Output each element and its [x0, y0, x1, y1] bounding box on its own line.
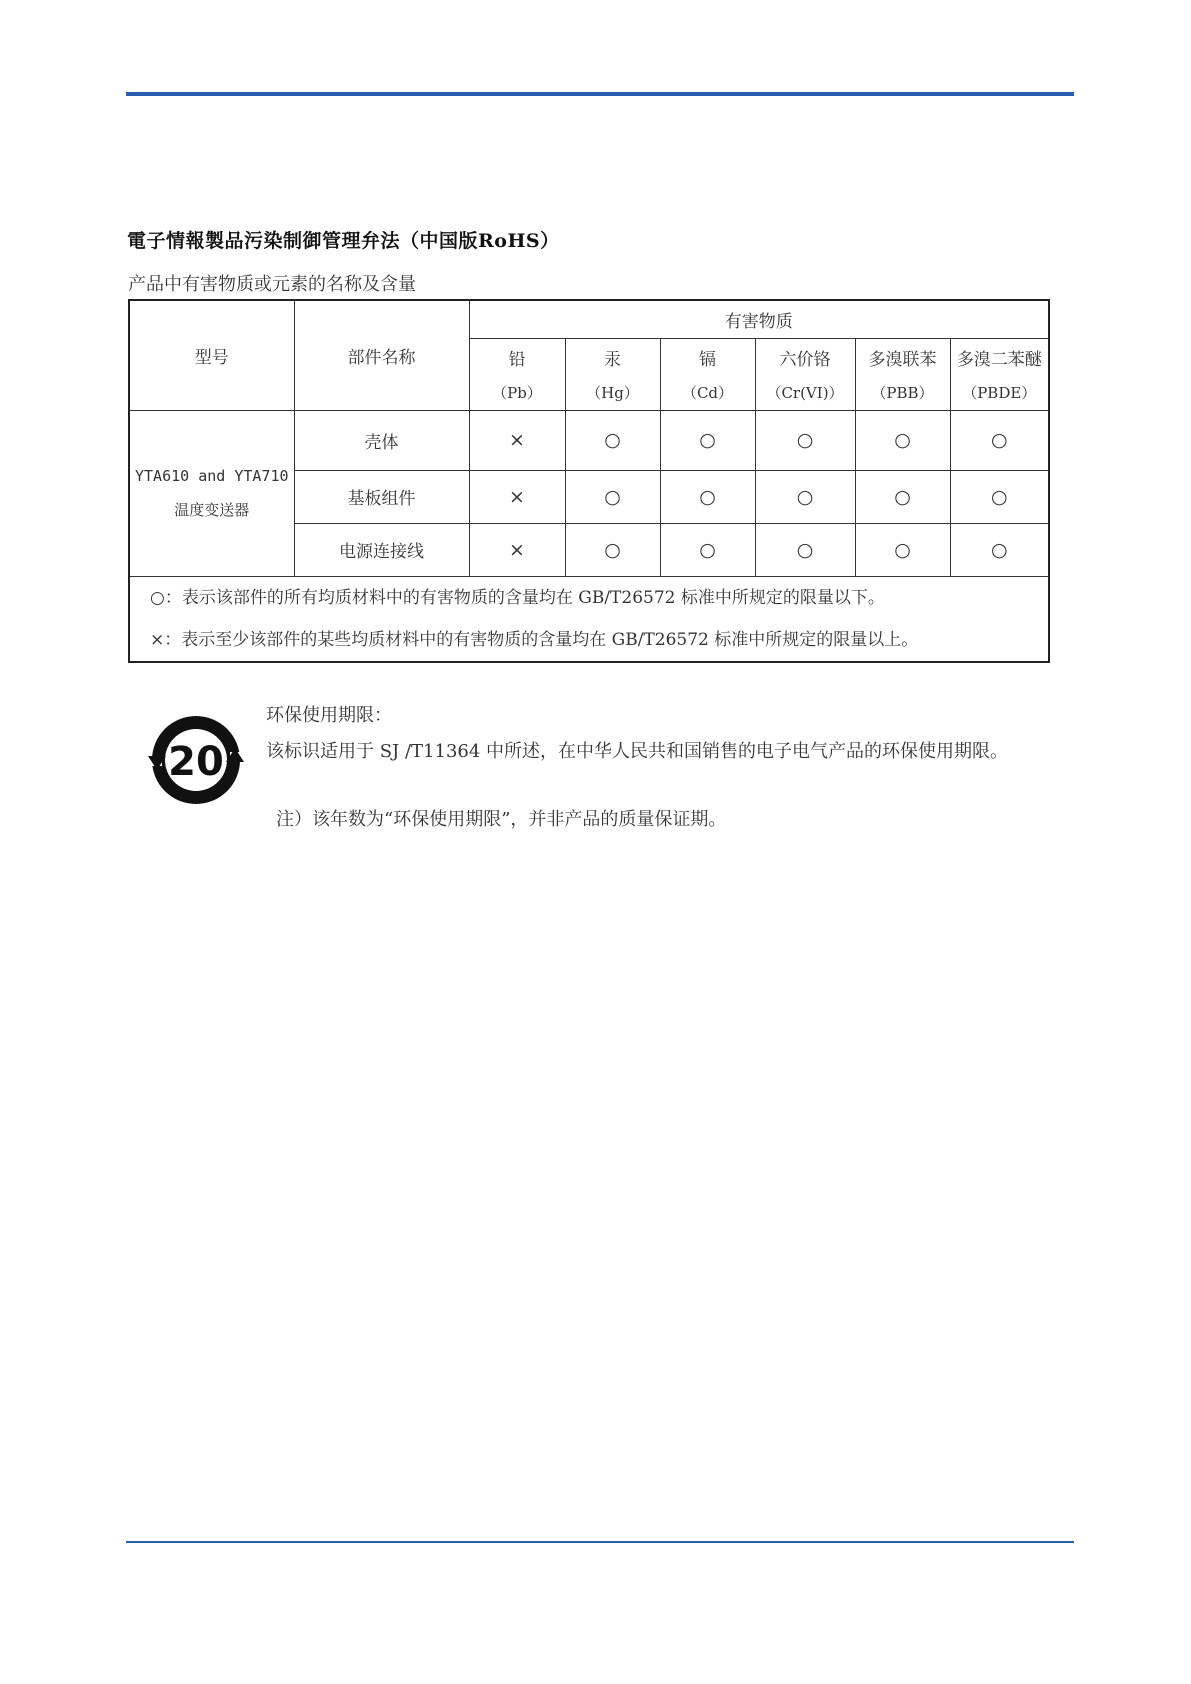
model-cell	[129, 410, 294, 576]
element-symbol: （Cr(VI)）	[766, 384, 844, 402]
mark-pbde: ○	[950, 470, 1049, 523]
part-name: 电源连接线	[294, 523, 469, 576]
mark-pbb: ○	[855, 470, 950, 523]
epup-20-logo-icon	[144, 712, 248, 808]
epup-section	[266, 698, 1008, 838]
mark-hg: ○	[565, 410, 660, 470]
mark-pbde: ○	[950, 410, 1049, 470]
mark-pbde: ○	[950, 523, 1049, 576]
header-element	[660, 338, 755, 410]
header-part-name: 部件名称	[294, 300, 469, 410]
footer-rule	[126, 1541, 1074, 1543]
header-rule	[126, 92, 1074, 96]
mark-pb: ×	[469, 470, 565, 523]
note-above-limit: ×：表示至少该部件的某些均质材料中的有害物质的含量均在 GB/T26572 标准中所规定的限量以上。	[150, 629, 919, 650]
table-caption: 产品中有害物质或元素的名称及含量	[128, 274, 416, 295]
element-name: 多溴联苯	[868, 350, 937, 370]
mark-cd: ○	[660, 410, 755, 470]
mark-cd: ○	[660, 523, 755, 576]
hazardous-substance-table	[128, 299, 1050, 663]
epup-heading: 环保使用期限：	[266, 705, 392, 726]
header-element	[855, 338, 950, 410]
element-name: 镉	[699, 350, 716, 370]
mark-pbb: ○	[855, 523, 950, 576]
element-name: 汞	[604, 350, 621, 370]
model-description: 温度变送器	[174, 501, 250, 519]
part-name: 壳体	[294, 410, 469, 470]
element-symbol: （Pb）	[492, 384, 542, 402]
epup-description: 该标识适用于 SJ /T11364 中所述，在中华人民共和国销售的电子电气产品的环保使用期限。	[266, 741, 1009, 762]
mark-pb: ×	[469, 410, 565, 470]
element-name: 多溴二苯醚	[956, 350, 1042, 370]
header-element	[755, 338, 855, 410]
element-symbol: （PBDE）	[962, 384, 1037, 402]
element-name: 铅	[508, 350, 526, 370]
mark-cr6: ○	[755, 470, 855, 523]
mark-cr6: ○	[755, 410, 855, 470]
mark-hg: ○	[565, 470, 660, 523]
mark-hg: ○	[565, 523, 660, 576]
mark-pb: ×	[469, 523, 565, 576]
header-hazardous-substances: 有害物质	[469, 300, 1049, 338]
mark-cr6: ○	[755, 523, 855, 576]
table-notes	[129, 576, 1049, 662]
mark-pbb: ○	[855, 410, 950, 470]
mark-cd: ○	[660, 470, 755, 523]
header-element	[469, 338, 565, 410]
model-name: YTA610 and YTA710	[134, 467, 289, 485]
note-below-limit: ○：表示该部件的所有均质材料中的有害物质的含量均在 GB/T26572 标准中所规定的限量以下。	[150, 587, 885, 608]
element-symbol: （Hg）	[586, 384, 639, 402]
header-element	[565, 338, 660, 410]
part-name: 基板组件	[294, 470, 469, 523]
element-name: 六价铬	[779, 350, 831, 370]
element-symbol: （Cd）	[681, 384, 734, 402]
document-title: 電子情報製品污染制御管理弁法（中国版RoHS）	[127, 230, 560, 252]
element-symbol: （PBB）	[871, 384, 934, 402]
epup-remark: 注）该年数为“环保使用期限”，并非产品的质量保证期。	[276, 809, 727, 830]
epup-logo-number: 20	[168, 739, 224, 785]
header-model: 型号	[129, 300, 294, 410]
table-row	[129, 410, 1049, 470]
header-element	[950, 338, 1049, 410]
